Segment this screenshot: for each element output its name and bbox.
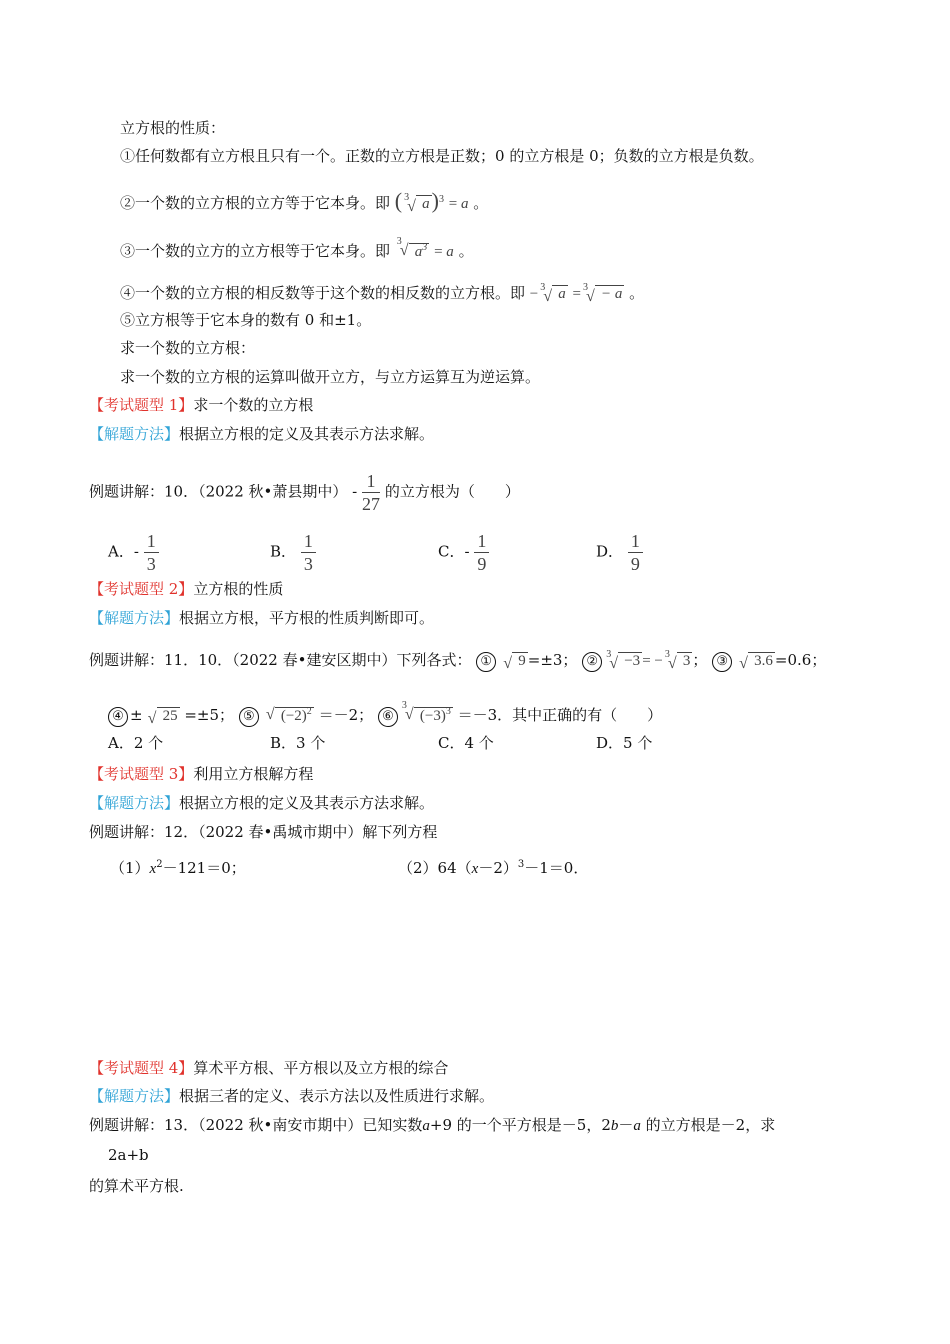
ex12-equation-1: $(1)x^2-121=0$； (110, 859, 246, 877)
section-2-method: 【解题方法】根据立方根，平方根的性质判断即可。 (89, 609, 435, 627)
find-desc: 求一个数的立方根的运算叫做开立方，与立方运算互为逆运算。 (120, 368, 541, 386)
section-4-method: 【解题方法】根据三者的定义、表示方法以及性质进行求解。 (89, 1087, 495, 1105)
ex11-option-a: A．2 个 (108, 734, 164, 752)
example-11-line-1: 例题讲解：11．10．（2022 春•建安区期中）下列各式： ① √ 9 =±3； ② 3 √ −3 = − 3 √ 3 ； ③ √ 3.6 =0.6； (89, 649, 827, 672)
find-heading: 求一个数的立方根： (120, 339, 256, 357)
example-12: 例题讲解：12．（2022 春•禹城市期中）解下列方程 (89, 823, 438, 841)
ex10-option-d: D． $\frac{1}{9}$ (596, 530, 643, 575)
prop-1: ①任何数都有立方根且只有一个。正数的立方根是正数；0 的立方根是 0；负数的立方根是负数。 (120, 147, 764, 165)
ex11-option-d: D．5 个 (596, 734, 653, 752)
section-3-method: 【解题方法】根据立方根的定义及其表示方法求解。 (89, 794, 435, 812)
ex12-equation-2: $(2)64(x-2)^3-1=0$． (398, 859, 589, 877)
example-13-line-1: 例题讲解：13．（2022 秋•南安市期中）已知实数a+9 的一个平方根是－5，2b－a 的立方根是－2，求 (89, 1116, 776, 1134)
ex10-option-c: C．- $\frac{1}{9}$ (438, 530, 489, 575)
ex11-option-b: B．3 个 (270, 734, 326, 752)
prop-2: ②一个数的立方根的立方等于它本身。即 ( 3 √ a)$^3$ = a 。 (120, 188, 489, 215)
props-heading: 立方根的性质： (120, 119, 226, 137)
section-2-type: 【考试题型 2】立方根的性质 (89, 580, 284, 598)
example-10: 例题讲解：10．（2022 秋•萧县期中） - $\frac{1}{27}$ 的立方根为（ ） (89, 471, 520, 514)
ex11-option-c: C．4 个 (438, 734, 494, 752)
ex10-option-a: A．- $\frac{1}{3}$ (108, 530, 159, 575)
section-3-type: 【考试题型 3】利用立方根解方程 (89, 765, 314, 783)
ex10-option-b: B． $\frac{1}{3}$ (270, 530, 316, 575)
section-1-method: 【解题方法】根据立方根的定义及其表示方法求解。 (89, 425, 435, 443)
section-4-type: 【考试题型 4】算术平方根、平方根以及立方根的综合 (89, 1059, 449, 1077)
section-1-type: 【考试题型 1】求一个数的立方根 (89, 396, 314, 414)
prop-5: ⑤立方根等于它本身的数有 0 和±1。 (120, 311, 372, 329)
example-13-line-3: 的算术平方根. (89, 1177, 184, 1195)
prop-3: ③一个数的立方的立方根等于它本身。即 3 √ $a^3 = a$ 。 (120, 236, 474, 260)
example-13-line-2: 2a+b (108, 1146, 149, 1164)
prop-4: ④一个数的立方根的相反数等于这个数的相反数的立方根。即 − 3 √ a = 3 √ − a 。 (120, 282, 645, 305)
fraction-1-27: $\frac{1}{27}$ (362, 471, 381, 514)
example-11-line-2: ④ ± √ 25 =±5； ⑤ √ $(-2)^2 =-2$； ⑥ 3 √ $(-3)^3 =-3$．其中正确的有（ ） (108, 702, 662, 727)
cube-root-formula: 3 √ a (404, 192, 430, 215)
